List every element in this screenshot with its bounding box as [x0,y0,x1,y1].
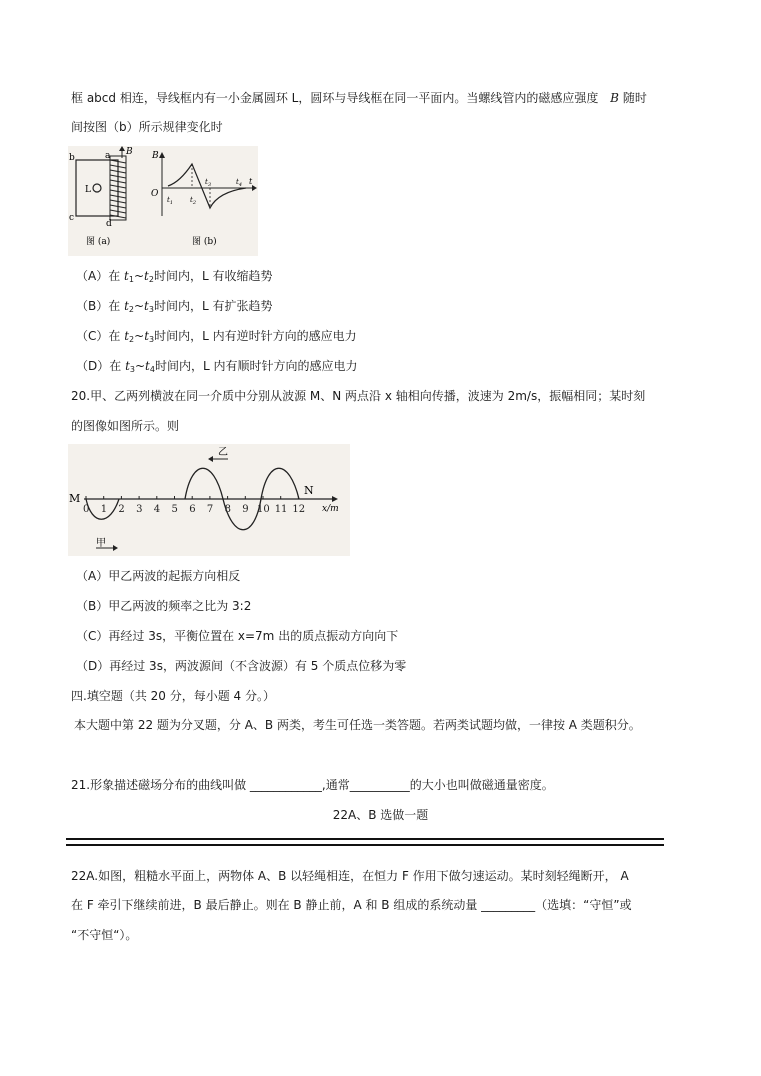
ring-icon [93,184,101,192]
label-jia: 甲 [96,538,106,549]
section4-title: 四.填空题（共 20 分，每小题 4 分。） [71,689,275,703]
x-tick-label: 4 [153,504,161,515]
fig-b-label-o: O [151,189,159,199]
q19-stem-text-b: 随时 [622,91,647,105]
q20-figure [68,444,350,556]
x-tick-label: 12 [292,504,306,515]
q22a-line2: 在 F 牵引下继续前进，B 最后静止。则在 B 静止前，A 和 B 组成的系统动量 _________（选填：“守恒”或 [71,898,632,912]
fig-b-tick-t3: $t_3$ [205,178,212,188]
fig-b-tick-t2: $t_2$ [190,196,197,206]
fig-a-label-b: b [69,153,75,163]
x-tick-label: 10 [257,504,270,515]
q20-option-a: （A）甲乙两波的起振方向相反 [76,569,241,583]
q20-stem-line2: 的图像如图所示。则 [71,419,180,433]
q19-option-c: （C）在 $t_2\sim t_3$时间内，L 内有逆时针方向的感应电力 [76,329,357,344]
label-x-axis: x/m [322,504,339,514]
label-yi: 乙 [218,447,228,458]
q21-text: 21.形象描述磁场分布的曲线叫做 ____________,通常__________的大小也叫做磁通量密度。 [71,778,554,792]
fig-a-label-d: d [106,219,112,229]
label-m: M [69,492,81,505]
x-tick-label: 8 [224,504,231,515]
q19-figure [68,146,258,256]
x-tick-label: 1 [100,504,108,515]
arrow-right-icon [113,545,118,551]
fig-b-caption: 图 (b) [192,237,217,247]
x-tick-label: 5 [171,504,178,515]
x-tick-label: 0 [83,504,90,515]
fig-a-label-l: L [85,185,91,195]
fig-a-label-bfield: B [126,147,133,157]
q19-option-b: （B）在 $t_2\sim t_3$时间内，L 有扩张趋势 [76,299,273,314]
q19-stem-text-a: 框 abcd 相连，导线框内有一小金属圆环 L，圆环与导线框在同一平面内。当螺线管内的磁感应强度 [71,91,599,105]
q20-figure-svg [68,444,350,556]
q22-heading: 22A、B 选做一题 [332,808,429,822]
fig-a-label-c: c [69,213,75,223]
q20-option-b: （B）甲乙两波的频率之比为 3:2 [76,599,252,613]
x-tick-label: 7 [206,504,214,515]
x-tick-label: 11 [274,504,288,515]
fig-b-tick-t4: $t_4$ [236,178,243,188]
q22a-line3: “不守恒“）。 [71,928,138,942]
q19-option-a: （A）在 $t_1\sim t_2$时间内，L 有收缩趋势 [76,269,273,284]
x-tick-label: 2 [118,504,125,515]
q20-option-c: （C）再经过 3s，平衡位置在 x=7m 出的质点振动方向向下 [76,629,399,643]
q19-figure-svg [68,146,258,256]
fig-a-label-a: a [105,151,111,161]
q20-option-d: （D）再经过 3s，两波源间（不含波源）有 5 个质点位移为零 [76,659,407,673]
fig-b-label-b: B [152,151,159,161]
section4-note: 本大题中第 22 题为分叉题，分 A、B 两类，考生可任选一类答题。若两类试题均做，一律按 A 类题积分。 [74,718,641,732]
x-tick-label: 9 [242,504,249,515]
arrow-left-icon [208,456,213,462]
fig-a-caption: 图 (a) [86,237,111,247]
fig-b-tick-t1: $t_1$ [167,196,174,206]
q22a-line1: 22A.如图，粗糙水平面上，两物体 A、B 以轻绳相连，在恒力 F 作用下做匀速运动。某时刻轻绳断开， A [71,869,629,883]
fig-b-axis-t: t [249,177,253,186]
q19-option-d: （D）在 $t_3\sim t_4$时间内，L 内有顺时针方向的感应电力 [76,359,358,374]
x-tick-label: 3 [136,504,143,515]
x-tick-label: 6 [189,504,196,515]
label-n: N [304,484,314,497]
q19-stem-line1 [71,90,647,106]
divider-bottom [66,844,664,846]
divider-top [66,838,664,840]
q20-stem-line1: 20.甲、乙两列横波在同一介质中分别从波源 M、N 两点沿 x 轴相向传播，波速为 2m/s，振幅相同；某时刻 [71,389,646,403]
q19-stem-line2: 间按图（b）所示规律变化时 [71,120,223,134]
q19-stem-var-b: B [610,91,619,105]
